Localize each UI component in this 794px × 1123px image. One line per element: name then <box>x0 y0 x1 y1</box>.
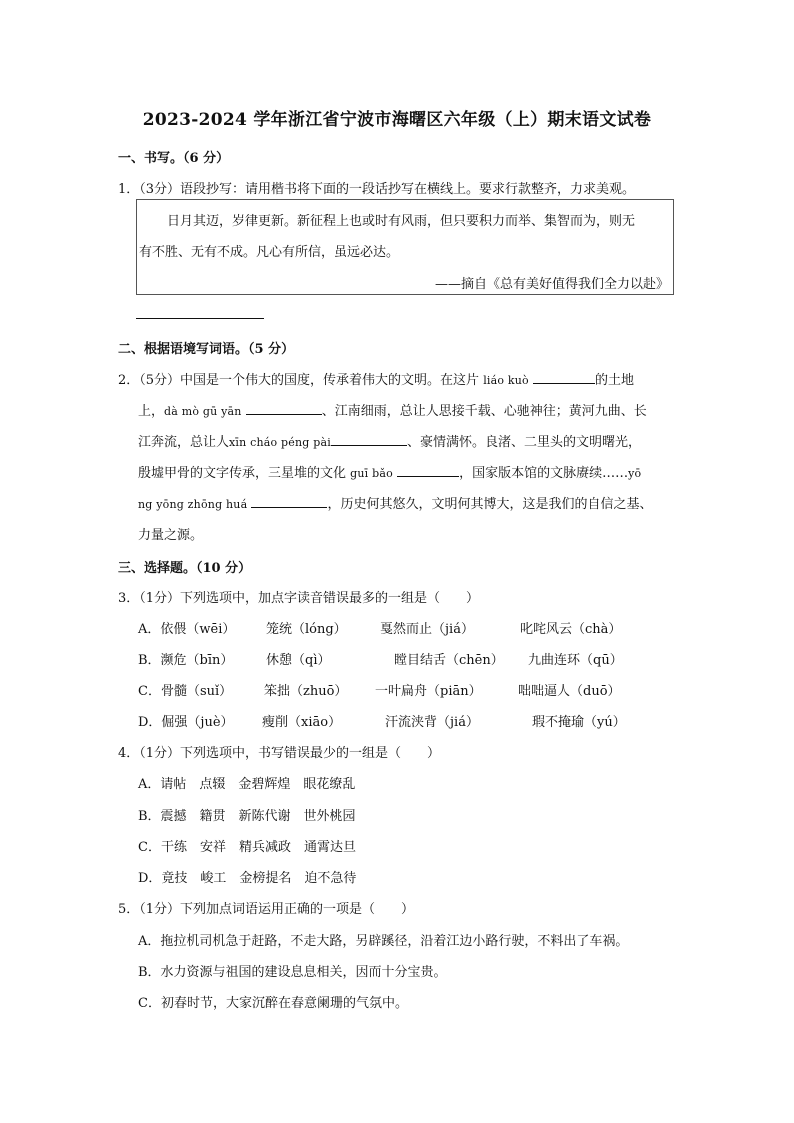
question-5-option-c[interactable]: C．初春时节，大家沉醉在春意阑珊的气氛中。 <box>138 996 408 1011</box>
pinyin: xīn cháo péng pài <box>229 436 331 449</box>
option-cell: 休憩（qì） <box>266 653 331 668</box>
text: 、江南细雨，总让人思接千载、心驰神往；黄河九曲、长 <box>321 404 647 419</box>
option-cell: 戛然而止（jiá） <box>380 622 474 637</box>
question-4-stem: 4．（1分）下列选项中，书写错误最少的一组是（ ） <box>118 746 441 761</box>
option-cell: 叱咤风云（chà） <box>520 622 622 637</box>
text: 上， <box>138 404 165 419</box>
answer-blank[interactable] <box>251 495 327 508</box>
option-cell: 咄咄逼人（duō） <box>518 684 621 699</box>
question-2-line: 力量之源。 <box>138 528 204 543</box>
question-2-line <box>118 369 634 388</box>
answer-blank[interactable] <box>533 371 595 384</box>
question-4-option-a[interactable]: A．请帖 点辍 金碧辉煌 眼花缭乱 <box>138 777 356 792</box>
pinyin: yō <box>628 467 642 480</box>
option-cell: 汗流浃背（jiá） <box>385 715 479 730</box>
page-title: 2023-2024 学年浙江省宁波市海曙区六年级（上）期末语文试卷 <box>142 110 652 130</box>
text: ，国家版本馆的文脉赓续…… <box>459 466 629 481</box>
option-cell: B．濒危（bīn） <box>138 653 234 668</box>
option-cell: 笨拙（zhuō） <box>264 684 348 699</box>
question-2-line <box>138 462 641 481</box>
section-heading-writing: 一、书写。（6 分） <box>118 151 230 166</box>
pinyin: dà mò gū yān <box>164 405 242 418</box>
option-cell: 瑕不掩瑜（yú） <box>532 715 626 730</box>
option-cell: C．骨髓（suǐ） <box>138 684 233 699</box>
text: ，历史何其悠久，文明何其博大，这是我们的自信之基、 <box>327 497 653 512</box>
question-5-option-a[interactable]: A．拖拉机司机急于赶路，不走大路，另辟蹊径，沿着江边小路行驶，不料出了车祸。 <box>138 934 629 949</box>
section-heading-words: 二、根据语境写词语。（5 分） <box>118 342 295 357</box>
question-1-stem: 1．（3分）语段抄写：请用楷书将下面的一段话抄写在横线上。要求行款整齐，力求美观。 <box>118 182 636 197</box>
answer-line[interactable] <box>136 318 264 319</box>
question-4-option-c[interactable]: C．干练 安祥 精兵减政 通霄达旦 <box>138 840 356 855</box>
option-cell: 瞠目结舌（chēn） <box>394 653 504 668</box>
quote-line: 日月其迈，岁律更新。新征程上也或时有风雨，但只要积力而举、集智而为，则无 <box>167 214 636 229</box>
text: 、豪情满怀。良渚、二里头的文明曙光， <box>406 435 641 450</box>
question-4-option-d[interactable]: D．竟技 峻工 金榜提名 迫不急待 <box>138 871 357 886</box>
answer-blank[interactable] <box>331 433 407 446</box>
pinyin: guī bǎo <box>350 467 393 480</box>
question-3-stem: 3．（1分）下列选项中，加点字读音错误最多的一组是（ ） <box>118 591 480 606</box>
quote-box <box>136 199 674 295</box>
option-cell: 瘦削（xiāo） <box>262 715 342 730</box>
question-2-line <box>138 431 641 450</box>
question-5-option-b[interactable]: B．水力资源与祖国的建设息息相关，因而十分宝贵。 <box>138 965 447 980</box>
quote-line: 有不胜、无有不成。凡心有所信，虽远必达。 <box>139 245 400 260</box>
option-cell: A．依偎（wēi） <box>138 622 236 637</box>
pinyin: liáo kuò <box>483 374 529 387</box>
pinyin: ng yōng zhōng huá <box>138 498 248 511</box>
option-cell: 一叶扁舟（piān） <box>375 684 482 699</box>
question-2-line <box>138 400 647 419</box>
answer-blank[interactable] <box>397 464 459 477</box>
option-cell: 笼统（lóng） <box>266 622 347 637</box>
text: 2．（5分）中国是一个伟大的国度，传承着伟大的文明。在这片 <box>118 373 480 388</box>
quote-source: ——摘自《总有美好值得我们全力以赴》 <box>434 277 669 292</box>
text: 的土地 <box>595 373 635 388</box>
option-cell: D．倔强（juè） <box>138 715 234 730</box>
option-cell: 九曲连环（qū） <box>528 653 623 668</box>
answer-blank[interactable] <box>246 402 322 415</box>
question-2-line <box>138 493 653 512</box>
section-heading-choice: 三、选择题。（10 分） <box>118 561 252 576</box>
text: 殷墟甲骨的文字传承，三星堆的文化 <box>138 466 347 481</box>
question-4-option-b[interactable]: B．震撼 籍贯 新陈代谢 世外桃园 <box>138 809 356 824</box>
text: 江奔流，总让人 <box>138 435 230 450</box>
question-5-stem: 5．（1分）下列加点词语运用正确的一项是（ ） <box>118 902 415 917</box>
